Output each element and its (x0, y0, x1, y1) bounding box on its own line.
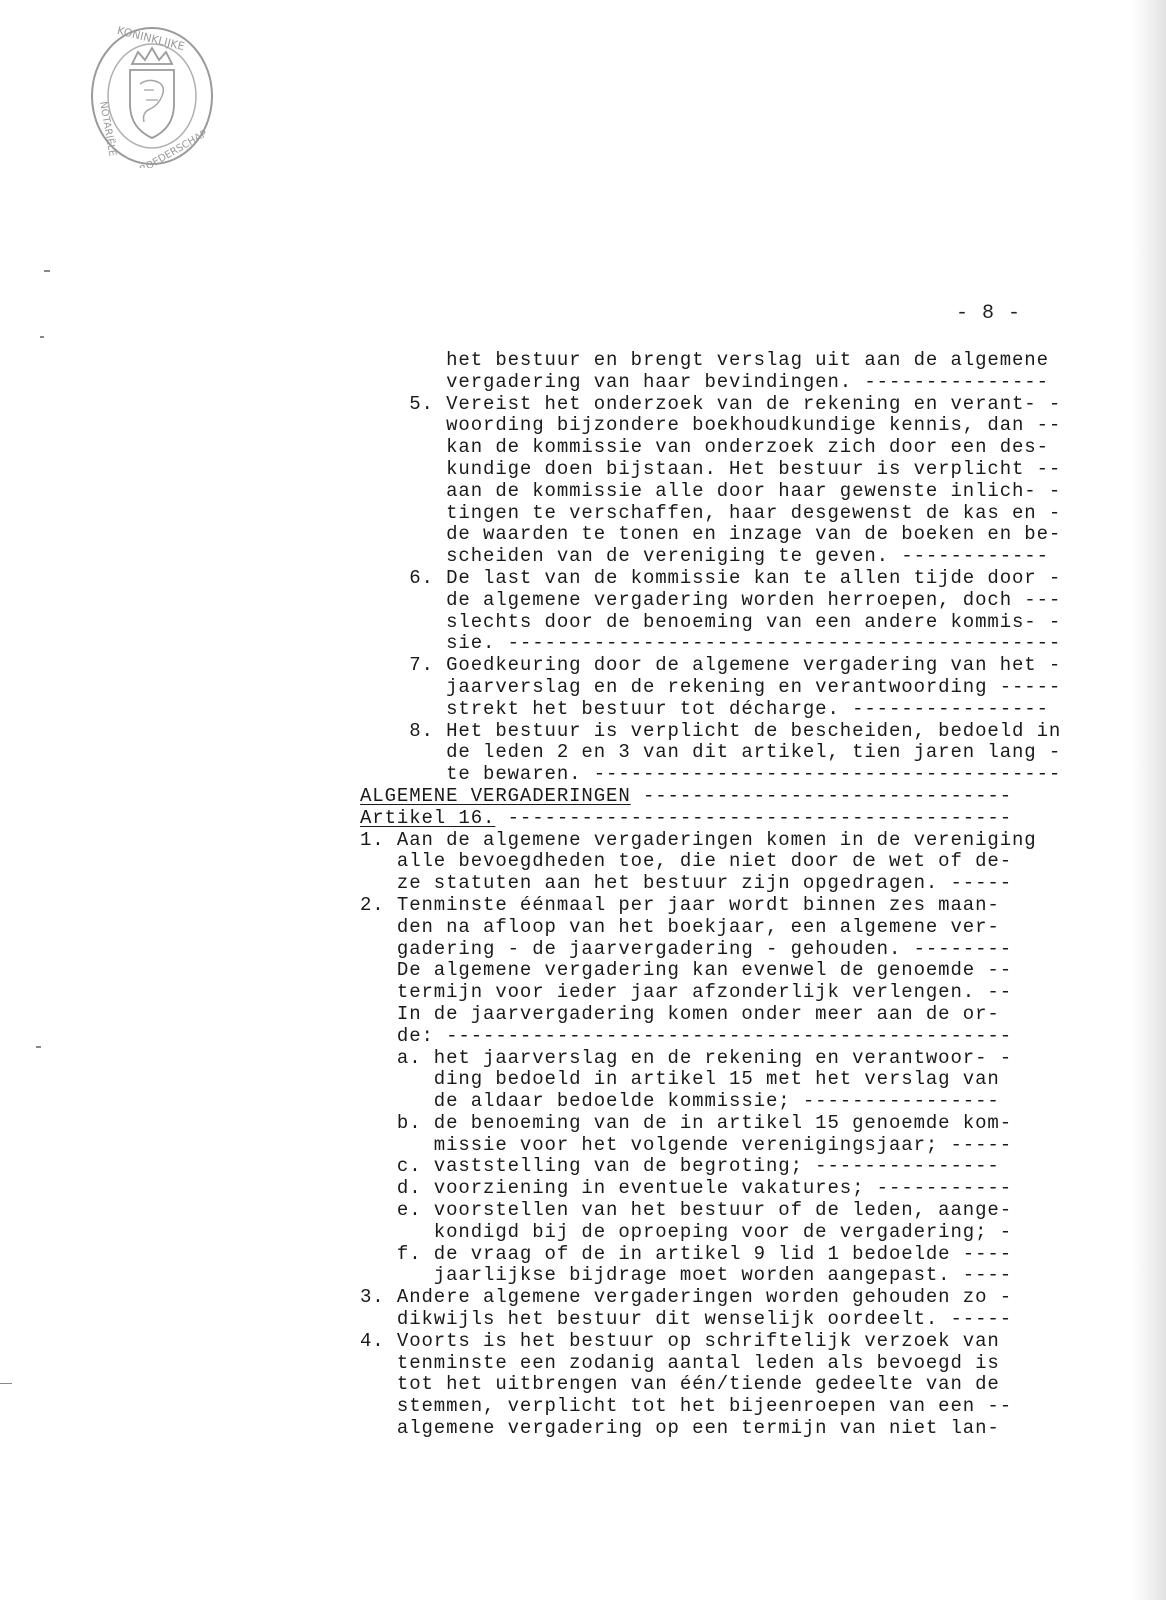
text-line: scheiden van de vereniging te geven. ------------ (360, 545, 1049, 568)
text-line: dikwijls het bestuur dit wenselijk oordeelt. ----- (360, 1308, 1012, 1331)
text-line: de leden 2 en 3 van dit artikel, tien jaren lang - (360, 741, 1062, 764)
svg-text:KONINKLIJKE: KONINKLIJKE (115, 24, 186, 54)
text-line: gadering - de jaarvergadering - gehouden. -------- (360, 937, 1012, 960)
text-line: alle bevoegdheden toe, die niet door de wet of de- (360, 850, 1012, 873)
text-line: 4. Voorts is het bestuur op schriftelijk verzoek van (360, 1329, 1000, 1352)
text-line: c. vaststelling van de begroting; --------------- (360, 1155, 1000, 1178)
page-edge-shadow (1132, 0, 1166, 1600)
text-line: f. de vraag of de in artikel 9 lid 1 bedoelde ---- (360, 1242, 1012, 1265)
text-line: De algemene vergadering kan evenwel de genoemde -- (360, 959, 1012, 982)
text-line: tot het uitbrengen van één/tiende gedeelte van de (360, 1373, 1000, 1396)
text-line: tenminste een zodanig aantal leden als bevoegd is (360, 1351, 1000, 1374)
scan-mark (40, 336, 44, 338)
text-line: te bewaren. -------------------------------------- (360, 763, 1062, 786)
text-line: 6. De last van de kommissie kan te allen tijde door - (360, 566, 1062, 589)
text-line: e. voorstellen van het bestuur of de leden, aange- (360, 1199, 1012, 1222)
text-line: algemene vergadering op een termijn van niet lan- (360, 1417, 1000, 1440)
text-line: a. het jaarverslag en de rekening en verantwoor- - (360, 1046, 1012, 1069)
text-line: de waarden te tonen en inzage van de boeken en be- (360, 523, 1062, 546)
text-line: d. voorziening in eventuele vakatures; ----------- (360, 1177, 1012, 1200)
text-line: ding bedoeld in artikel 15 met het verslag van (360, 1068, 1000, 1091)
text-line: jaarverslag en de rekening en verantwoording ----- (360, 675, 1062, 698)
text-line: aan de kommissie alle door haar gewenste inlich- - (360, 479, 1062, 502)
scan-mark (0, 1383, 12, 1384)
text-line: 5. Vereist het onderzoek van de rekening en verant- - (360, 392, 1062, 415)
notary-seal-stamp (88, 24, 216, 168)
text-line: 7. Goedkeuring door de algemene vergadering van het - (360, 654, 1062, 677)
text-line: de aldaar bedoelde kommissie; ---------------- (360, 1090, 1000, 1113)
text-line: b. de benoeming van de in artikel 15 genoemde kom- (360, 1111, 1012, 1134)
text-line: stemmen, verplicht tot het bijeenroepen van een -- (360, 1395, 1012, 1418)
text-line: missie voor het volgende verenigingsjaar; ----- (360, 1133, 1012, 1156)
svg-text:NOTARIËLE: NOTARIËLE (97, 100, 118, 158)
section-heading: ALGEMENE VERGADERINGEN (360, 784, 631, 807)
text-line: In de jaarvergadering komen onder meer aan de or- (360, 1002, 1000, 1025)
text-line: de algemene vergadering worden herroepen, doch --- (360, 588, 1062, 611)
text-line: vergadering van haar bevindingen. --------------- (360, 370, 1049, 393)
text-line: kundige doen bijstaan. Het bestuur is verplicht -- (360, 457, 1062, 480)
text-line: tingen te verschaffen, haar desgewenst de kas en - (360, 501, 1062, 524)
svg-text:BROEDERSCHAP: BROEDERSCHAP (132, 128, 210, 168)
article-heading: Artikel 16. (360, 806, 496, 829)
text-line: ALGEMENE VERGADERINGEN ------------------------------ (360, 784, 1013, 807)
text-line: strekt het bestuur tot décharge. ---------------- (360, 697, 1049, 720)
text-line: jaarlijkse bijdrage moet worden aangepast. ---- (360, 1264, 1012, 1287)
text-line: termijn voor ieder jaar afzonderlijk verlengen. -- (360, 981, 1012, 1004)
text-line: Artikel 16. ----------------------------------------- (360, 806, 1013, 829)
scan-mark (36, 1046, 41, 1048)
text-line: slechts door de benoeming van een andere kommis- - (360, 610, 1062, 633)
text-line: woording bijzondere boekhoudkundige kennis, dan -- (360, 414, 1062, 437)
text-line: 2. Tenminste éénmaal per jaar wordt binnen zes maan- (360, 893, 1000, 916)
text-line: 1. Aan de algemene vergaderingen komen in de vereniging (360, 828, 1037, 851)
page-number: - 8 - (956, 302, 1022, 325)
text-line: het bestuur en brengt verslag uit aan de algemene (360, 349, 1049, 371)
text-line: kan de kommissie van onderzoek zich door een des- (360, 436, 1049, 459)
scan-mark (44, 270, 50, 272)
text-line: 8. Het bestuur is verplicht de bescheiden, bedoeld in (360, 719, 1062, 742)
text-line: de: ---------------------------------------------- (360, 1024, 1012, 1047)
text-line: kondigd bij de oproeping voor de vergadering; - (360, 1220, 1012, 1243)
text-line: sie. --------------------------------------------- (360, 632, 1062, 655)
text-line: den na afloop van het boekjaar, een algemene ver- (360, 915, 1000, 938)
text-line: ze statuten aan het bestuur zijn opgedragen. ----- (360, 872, 1012, 895)
document-body (360, 350, 1100, 1440)
seal-emblem-icon (88, 24, 216, 168)
text-line: 3. Andere algemene vergaderingen worden gehouden zo - (360, 1286, 1012, 1309)
